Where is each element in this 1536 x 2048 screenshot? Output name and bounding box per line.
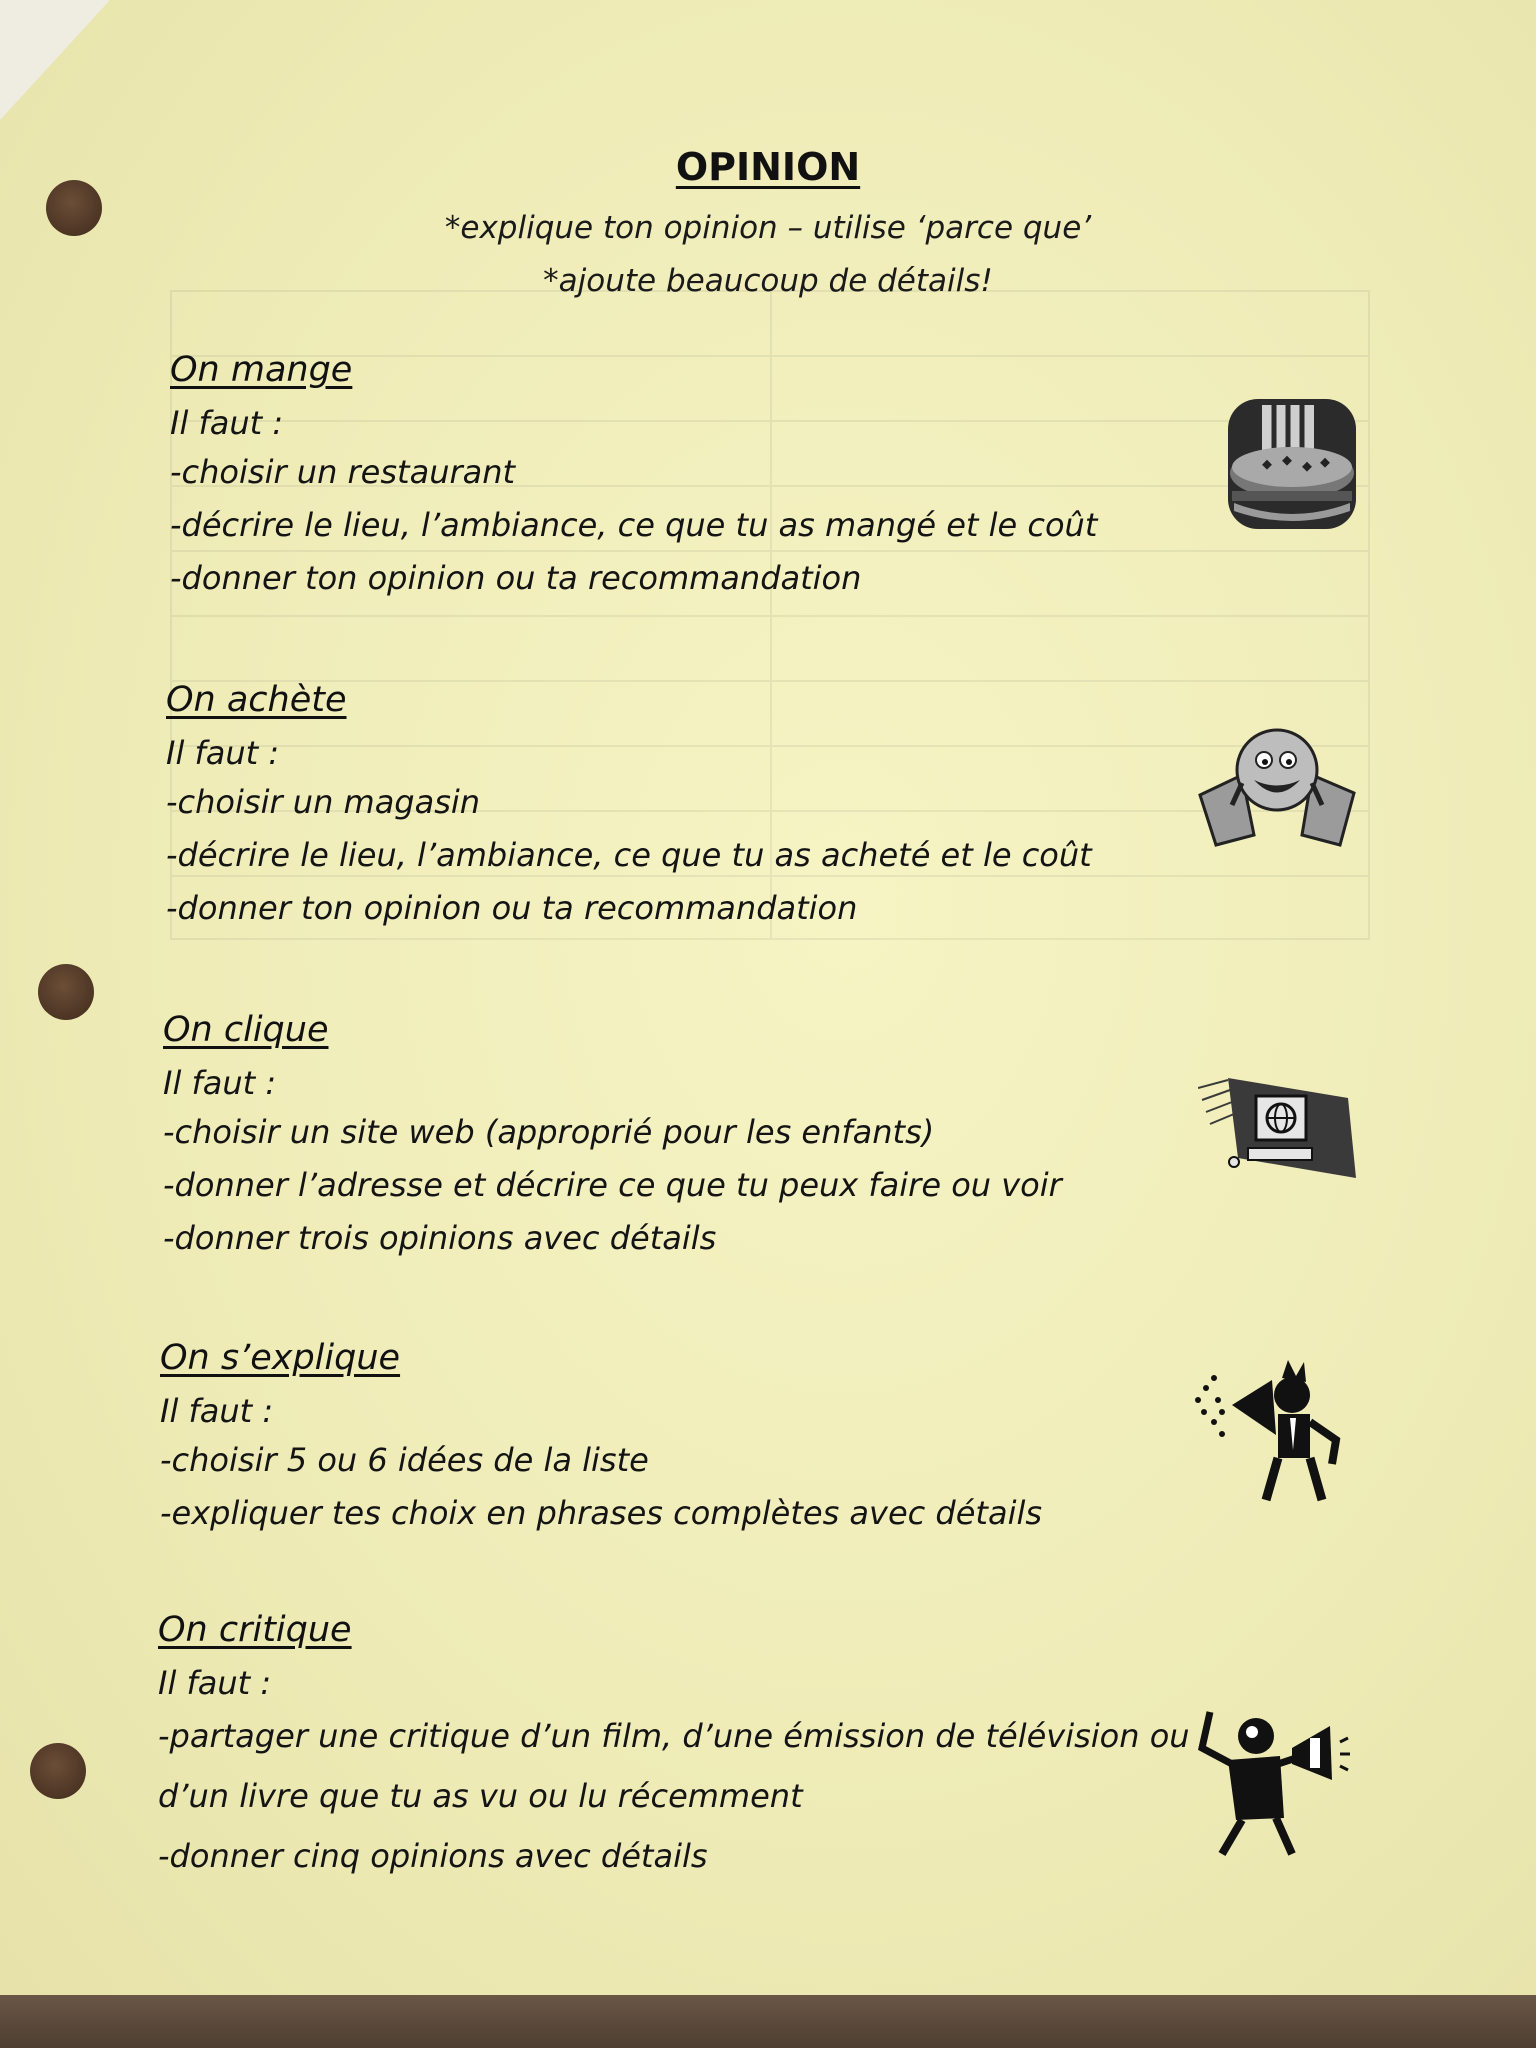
section-line: -donner ton opinion ou ta recommandation (166, 889, 858, 927)
shopping-smiley-icon (1192, 725, 1362, 855)
punch-hole-bottom (30, 1743, 86, 1799)
section-on-critique (158, 1610, 1190, 1886)
section-line: -choisir un site web (approprié pour les enfants) (163, 1113, 935, 1151)
desk-edge (0, 1995, 1536, 2048)
section-line: -décrire le lieu, l’ambiance, ce que tu as acheté et le coût (166, 836, 1092, 874)
section-heading: On achète (166, 680, 347, 720)
section-line: -donner l’adresse et décrire ce que tu peux faire ou voir (163, 1166, 1062, 1204)
section-intro: Il faut : (163, 1064, 277, 1102)
section-line: -partager une critique d’un film, d’une émission de télévision ou (158, 1717, 1190, 1755)
section-line: -donner ton opinion ou ta recommandation (170, 559, 862, 597)
section-line: -choisir 5 ou 6 idées de la liste (160, 1441, 649, 1479)
section-line: -donner cinq opinions avec détails (158, 1837, 708, 1875)
section-line: -choisir un magasin (166, 783, 481, 821)
section-heading: On clique (163, 1010, 329, 1050)
section-on-mange (170, 350, 1097, 605)
computer-internet-icon (1198, 1058, 1358, 1198)
section-on-sexplique (160, 1338, 1042, 1540)
section-heading: On s’explique (160, 1338, 401, 1378)
subtitle-opinion: *explique ton opinion – utilise ‘parce que’ (444, 210, 1092, 246)
section-line: d’un livre que tu as vu ou lu récemment (158, 1777, 803, 1815)
section-on-clique (163, 1010, 1062, 1265)
burger-fries-icon (1222, 395, 1362, 535)
section-line: -donner trois opinions avec détails (163, 1219, 717, 1257)
page-title (0, 145, 1536, 189)
megaphone-shouting-icon (1192, 1708, 1352, 1858)
section-intro: Il faut : (170, 404, 284, 442)
section-line: -choisir un restaurant (170, 453, 516, 491)
section-intro: Il faut : (160, 1392, 274, 1430)
section-intro: Il faut : (158, 1664, 272, 1702)
page-title-text: OPINION (675, 145, 861, 189)
section-intro: Il faut : (166, 734, 280, 772)
section-line: -décrire le lieu, l’ambiance, ce que tu as mangé et le coût (170, 506, 1098, 544)
section-on-achete (166, 680, 1092, 935)
section-line: -expliquer tes choix en phrases complètes avec détails (160, 1494, 1043, 1532)
subtitle-details: *ajoute beaucoup de détails! (543, 263, 993, 299)
megaphone-person-icon (1192, 1360, 1352, 1510)
punch-hole-middle (38, 964, 94, 1020)
section-heading: On mange (170, 350, 353, 390)
section-heading: On critique (158, 1610, 352, 1650)
